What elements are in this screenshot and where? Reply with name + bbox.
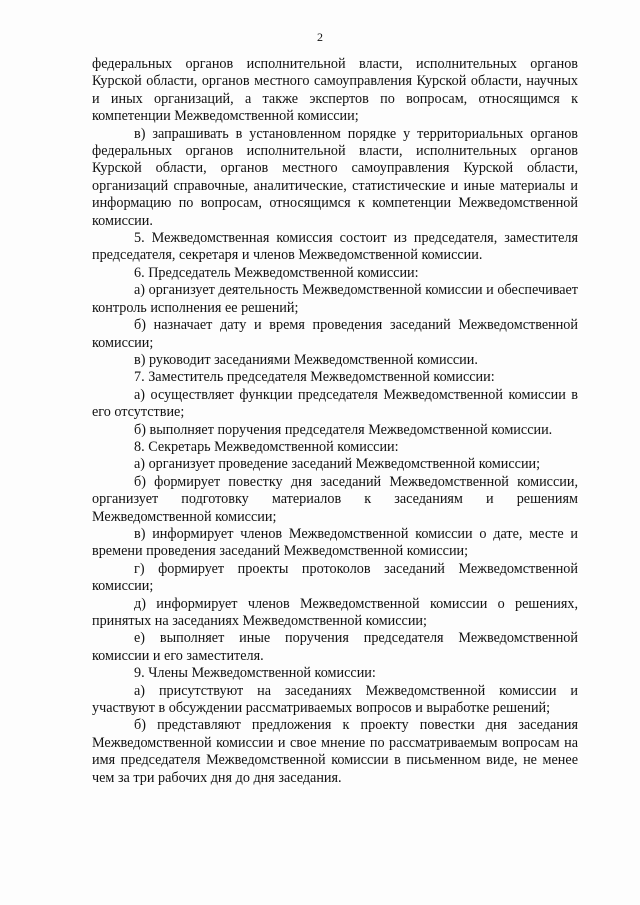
paragraph: а) присутствуют на заседаниях Межведомственной комиссии и участвуют в обсуждении рассматриваемых вопросов и выработке решений; (92, 682, 578, 717)
paragraph: а) организует проведение заседаний Межведомственной комиссии; (134, 456, 541, 473)
paragraph: е) выполняет иные поручения председателя Межведомственной комиссии и его заместителя. (92, 630, 578, 664)
paragraph: а) организует деятельность Межведомственной комиссии и обеспечивает контроль исполнения ее решений; (92, 282, 578, 316)
paragraph: 5. Межведомственная комиссия состоит из председателя, заместителя председателя, секретаря и членов Межведомственной комиссии. (92, 230, 578, 264)
paragraph: 9. Члены Межведомственной комиссии: (134, 665, 376, 682)
document-body (92, 56, 578, 787)
paragraph: б) выполняет поручения председателя Межведомственной комиссии. (134, 421, 553, 438)
paragraph: в) запрашивать в установленном порядке у территориальных органов федеральных органов исполнительной власти, исполнительных органов Курской области, органов местного самоуправления Курской области, организаций справочные, аналитические, статистические и иные материалы и информацию по вопросам, относящимся к компетенции Межведомственной комиссии. (92, 125, 578, 229)
paragraph: федеральных органов исполнительной власти, исполнительных органов Курской области, органов местного самоуправления Курской области, научных и иных организаций, а также экспертов по вопросам, относящимся к компетенции Межведомственной комиссии; (92, 56, 578, 125)
paragraph: а) осуществляет функции председателя Межведомственной комиссии в его отсутствие; (92, 386, 578, 421)
page-number: 2 (317, 30, 323, 44)
paragraph: 8. Секретарь Межведомственной комиссии: (134, 438, 399, 455)
paragraph: в) руководит заседаниями Межведомственной комиссии. (134, 351, 478, 368)
paragraph: б) назначает дату и время проведения заседаний Межведомственной комиссии; (92, 317, 578, 351)
paragraph: 6. Председатель Межведомственной комиссии: (134, 264, 419, 281)
paragraph: б) формирует повестку дня заседаний Межведомственной комиссии, организует подготовку материалов к заседаниям и решениям Межведомственной комиссии; (92, 473, 578, 525)
paragraph: б) представляют предложения к проекту повестки дня заседания Межведомственной комиссии и свое мнение по рассматриваемым вопросам на имя председателя Межведомственной комиссии в письменном виде, не менее чем за три рабочих дня до дня заседания. (92, 717, 578, 786)
paragraph: 7. Заместитель председателя Межведомственной комиссии: (134, 369, 495, 386)
paragraph: в) информирует членов Межведомственной комиссии о дате, месте и времени проведения заседаний Межведомственной комиссии; (92, 525, 578, 560)
paragraph: д) информирует членов Межведомственной комиссии о решениях, принятых на заседаниях Межведомственной комиссии; (92, 595, 578, 629)
paragraph: г) формирует проекты протоколов заседаний Межведомственной комиссии; (92, 560, 578, 595)
